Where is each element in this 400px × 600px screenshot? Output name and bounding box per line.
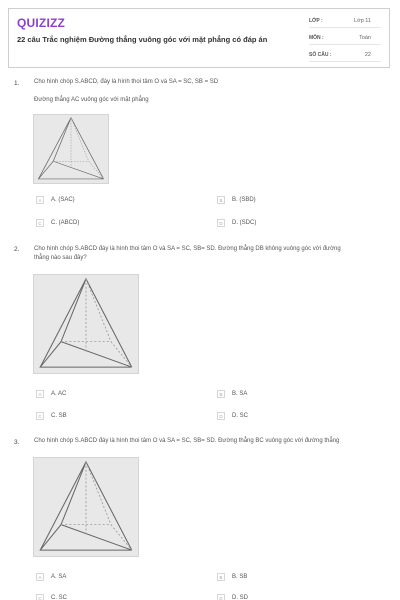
option-text: A. SA — [51, 574, 67, 580]
option-text: A. AC — [51, 391, 67, 397]
question-number: 2. — [14, 246, 20, 253]
option-letter-box: D — [217, 594, 225, 600]
question-text-line: Cho hình chóp S.ABCD đáy là hình thoi tâm O và SA = SC, SB= SD. Đường thẳng BC vuông góc với đường thẳng — [34, 438, 340, 444]
option-text: D. SD — [232, 595, 249, 600]
option-b[interactable] — [217, 196, 256, 204]
option-letter-box: C — [36, 594, 44, 600]
question-text-line: Đường thẳng AC vuông góc với mặt phẳng — [34, 97, 149, 103]
meta-value: Lớp 11 — [354, 18, 371, 24]
option-a[interactable] — [36, 390, 66, 398]
worksheet-meta — [309, 15, 381, 66]
option-text: D. SC — [232, 413, 249, 419]
meta-row-subject — [309, 32, 381, 45]
meta-label: MÔN : — [309, 35, 324, 41]
meta-label: LỚP : — [309, 18, 323, 24]
quizizz-logo: QUIZIZZ — [17, 16, 66, 30]
question-number: 3. — [14, 439, 20, 446]
meta-row-grade — [309, 15, 381, 28]
option-d[interactable] — [217, 412, 248, 420]
option-text: C. SC — [51, 595, 68, 600]
pyramid-figure-image — [33, 274, 139, 374]
option-d[interactable] — [217, 219, 256, 227]
meta-row-question-count — [309, 49, 381, 62]
option-b[interactable] — [217, 390, 247, 398]
option-c[interactable] — [36, 594, 67, 600]
option-letter-box: B — [217, 573, 225, 581]
option-text: C. SB — [51, 413, 67, 419]
option-letter-box: A — [36, 196, 44, 204]
option-letter-box: B — [217, 390, 225, 398]
meta-value: 22 — [364, 52, 371, 58]
option-a[interactable] — [36, 573, 66, 581]
question-number: 1. — [14, 80, 20, 87]
option-text: B. SB — [232, 574, 248, 580]
option-letter-box: A — [36, 573, 44, 581]
option-text: B. (SBD) — [232, 197, 256, 203]
meta-label: SỐ CÂU : — [309, 52, 332, 58]
option-text: B. SA — [232, 391, 248, 397]
question-text-line: thẳng nào sau đây? — [34, 255, 87, 261]
option-letter-box: C — [36, 412, 44, 420]
meta-value: Toán — [359, 35, 371, 41]
worksheet-title: 22 câu Trắc nghiệm Đường thẳng vuông góc với mặt phẳng có đáp án — [17, 35, 268, 44]
pyramid-figure-image — [33, 114, 109, 184]
option-letter-box: D — [217, 412, 225, 420]
question-text-line: Cho hình chóp S.ABCD đáy là hình thoi tâm O và SA = SC, SB= SD. Đường thẳng DB không vuông góc với đường — [34, 246, 341, 252]
option-c[interactable] — [36, 412, 67, 420]
option-letter-box: A — [36, 390, 44, 398]
option-b[interactable] — [217, 573, 247, 581]
worksheet-header — [8, 8, 390, 68]
option-text: D. (SDC) — [232, 220, 257, 226]
option-c[interactable] — [36, 219, 79, 227]
option-letter-box: D — [217, 219, 225, 227]
option-text: A. (SAC) — [51, 197, 75, 203]
option-a[interactable] — [36, 196, 75, 204]
option-text: C. (ABCD) — [51, 220, 80, 226]
question-text-line: Cho hình chóp S.ABCD, đáy là hình thoi tâm O và SA = SC, SB = SD — [34, 79, 219, 85]
option-letter-box: B — [217, 196, 225, 204]
pyramid-figure-image — [33, 457, 139, 557]
option-letter-box: C — [36, 219, 44, 227]
option-d[interactable] — [217, 594, 248, 600]
